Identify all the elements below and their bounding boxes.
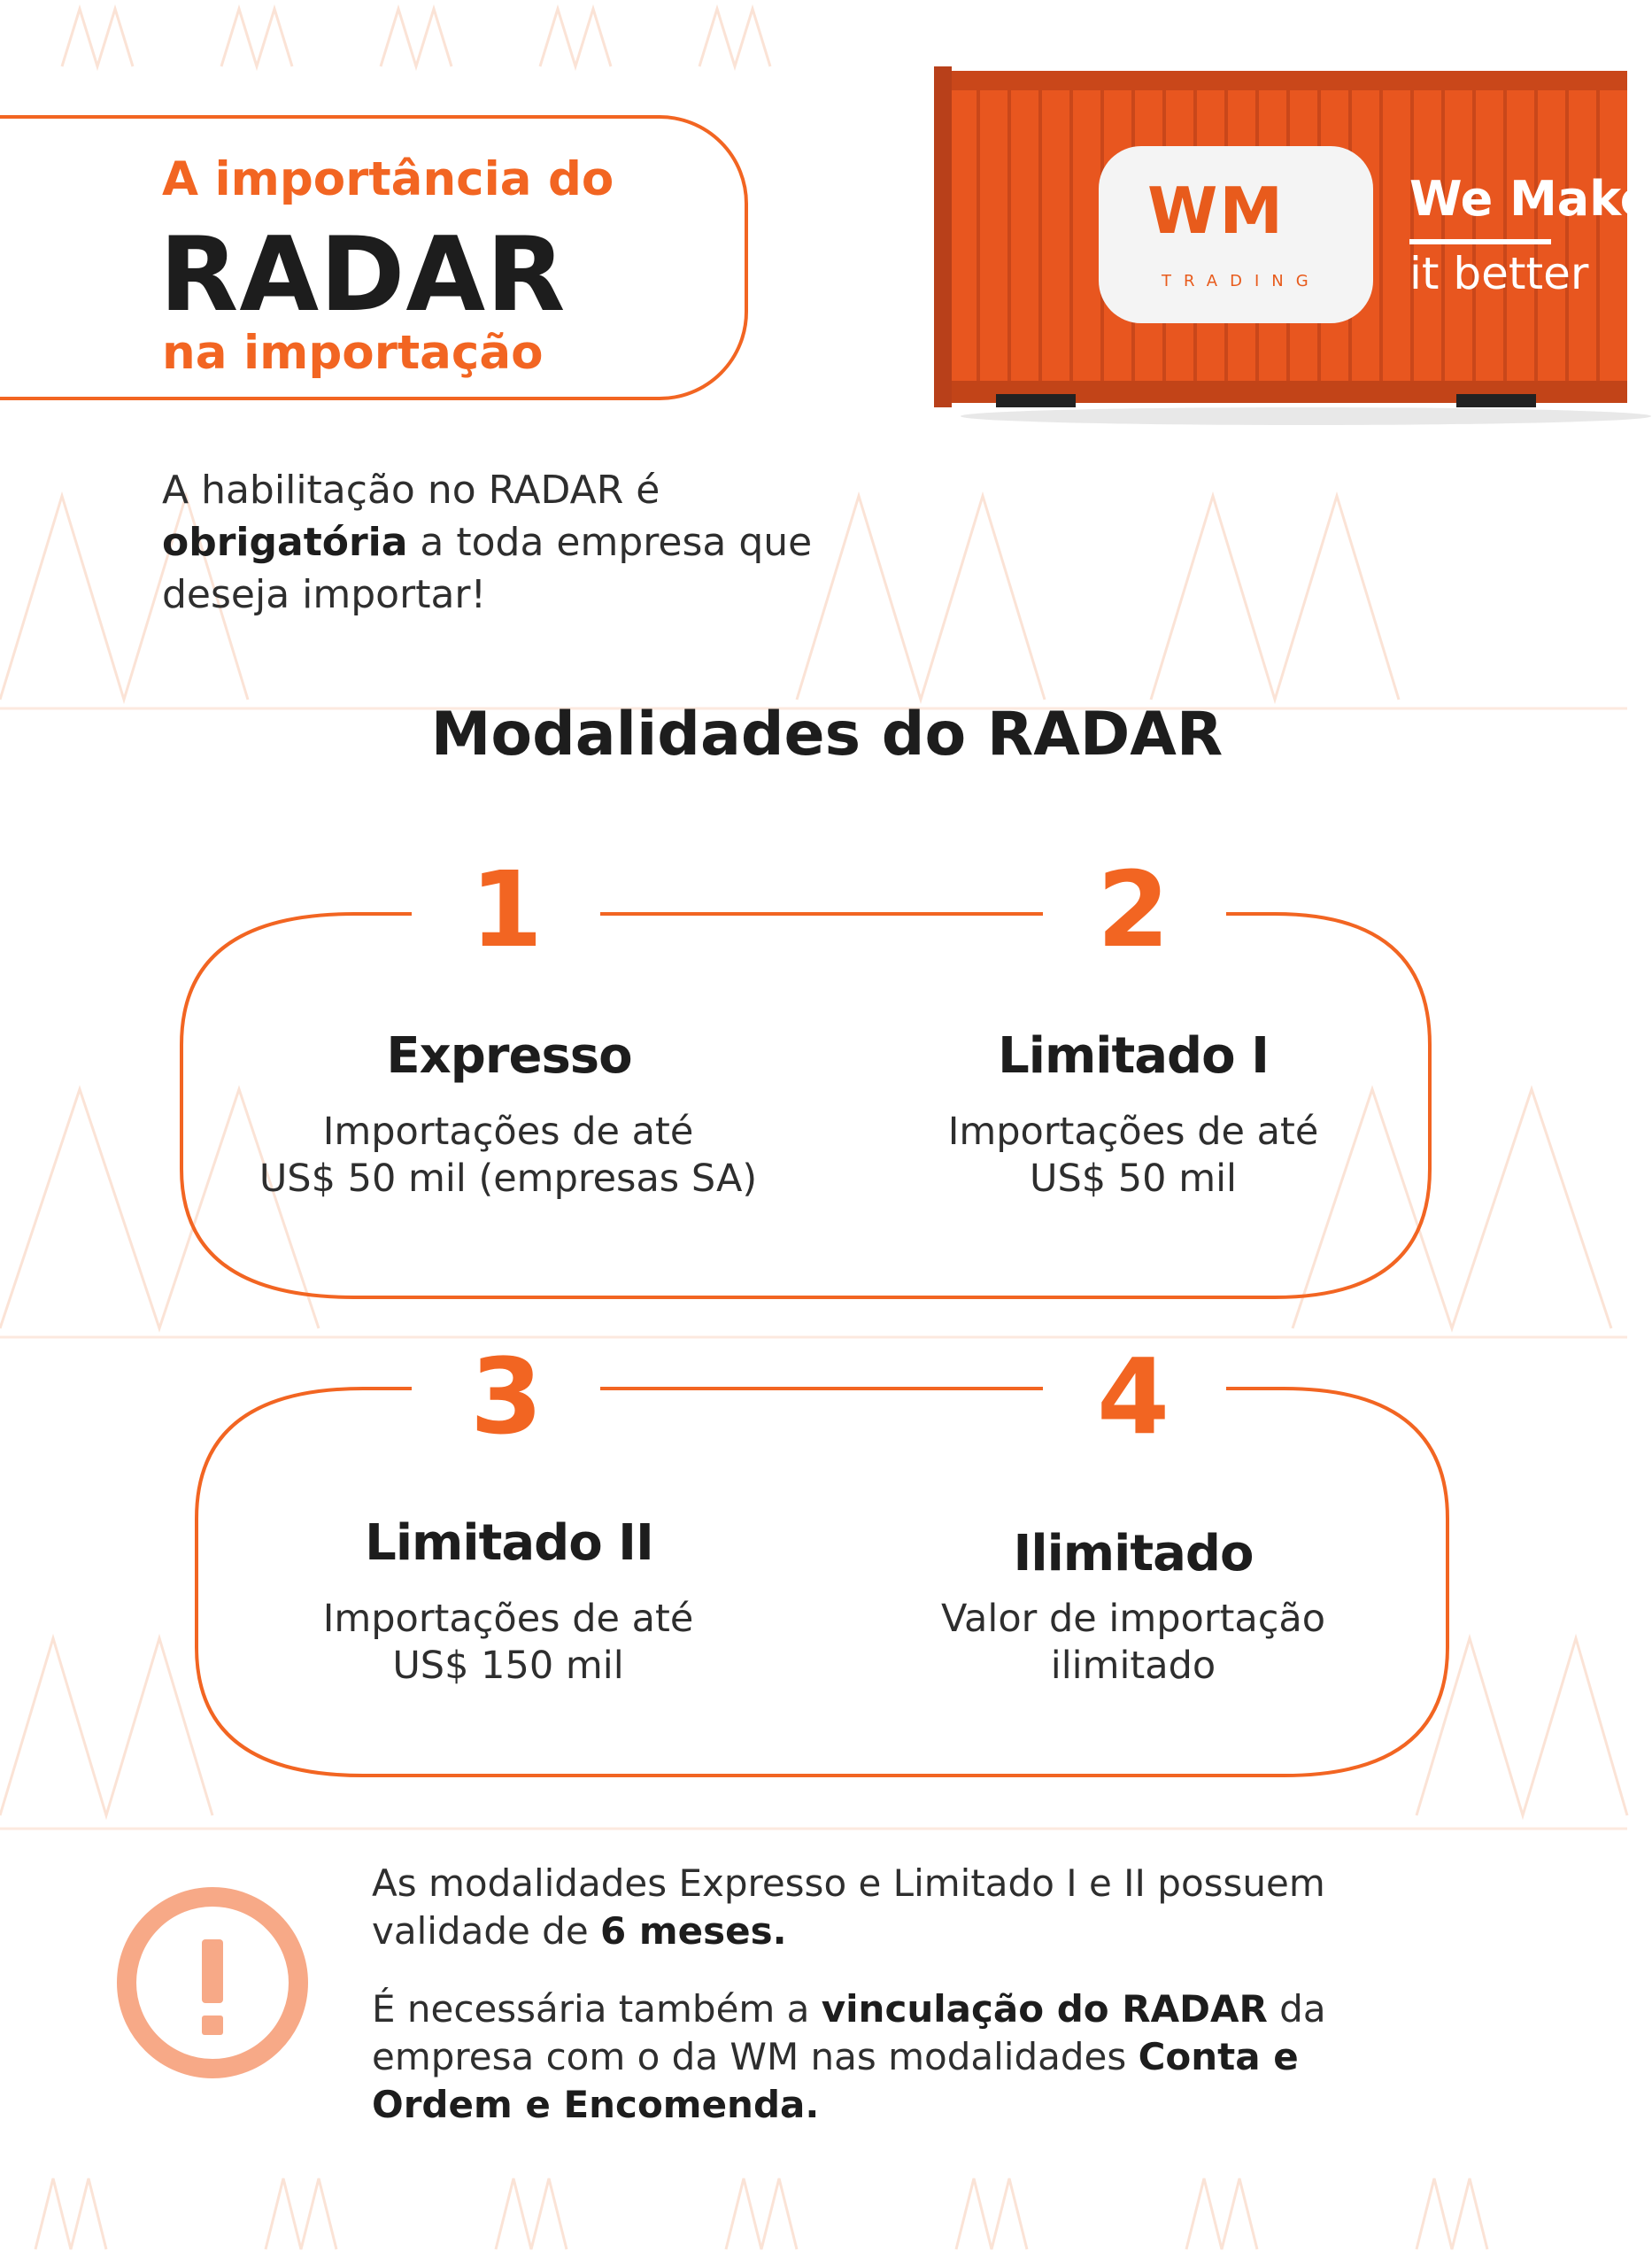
modality-desc-1 [225, 1109, 791, 1203]
note-linkage [372, 1985, 1372, 2129]
modality-desc-2-line-2: US$ 50 mil [1030, 1157, 1237, 1201]
slogan-line-1: We Make [1409, 171, 1652, 227]
wm-logo: WM [1147, 174, 1285, 248]
modality-number-4: 4 [1096, 1335, 1170, 1458]
modality-title-4: Ilimitado [1013, 1525, 1254, 1582]
modality-desc-2-line-1: Importações de até [947, 1110, 1319, 1154]
exclamation-circle-icon [114, 1884, 311, 2081]
intro-text-1: A habilitação no RADAR é [162, 468, 660, 513]
page-title: RADAR [159, 215, 567, 335]
note-linkage-bold-2: Conta e Ordem e Encomenda. [372, 2035, 1299, 2126]
modality-desc-3 [225, 1596, 791, 1690]
note-linkage-text-2: da empresa com o da WM nas modalidades [372, 1987, 1326, 2078]
modality-desc-4 [850, 1596, 1417, 1690]
card-frame-top [181, 914, 1430, 1297]
modality-title-3: Limitado II [365, 1514, 653, 1572]
modality-desc-1-line-2: US$ 50 mil (empresas SA) [259, 1157, 758, 1201]
modality-desc-2 [850, 1109, 1417, 1203]
modality-desc-3-line-2: US$ 150 mil [392, 1644, 624, 1688]
modality-number-2: 2 [1096, 848, 1170, 971]
header-subtitle-bottom: na importação [162, 326, 544, 380]
intro-text-2: a toda empresa que deseja importar! [162, 520, 813, 617]
modality-number-1: 1 [469, 848, 544, 971]
intro-bold: obrigatória [162, 520, 408, 565]
modality-desc-4-line-1: Valor de importação [940, 1597, 1326, 1641]
note-validity [372, 1860, 1372, 1955]
note-validity-bold: 6 meses. [600, 1909, 787, 1953]
modality-desc-1-line-1: Importações de até [322, 1110, 694, 1154]
modality-desc-4-line-2: ilimitado [1050, 1644, 1216, 1688]
slogan-line-2: it better [1409, 248, 1589, 299]
note-linkage-text-1: É necessária também a [372, 1987, 822, 2031]
note-linkage-bold-1: vinculação do RADAR [821, 1987, 1268, 2031]
section-title: Modalidades do RADAR [430, 700, 1224, 770]
header-subtitle-top: A importância do [162, 152, 614, 206]
modality-number-3: 3 [469, 1335, 544, 1458]
modality-desc-3-line-1: Importações de até [322, 1597, 694, 1641]
modality-title-1: Expresso [386, 1027, 632, 1085]
modality-title-2: Limitado I [998, 1027, 1269, 1085]
wm-logo-subtitle: TRADING [1162, 272, 1321, 290]
note-validity-text: As modalidades Expresso e Limitado I e II possuem validade de [372, 1861, 1325, 1953]
